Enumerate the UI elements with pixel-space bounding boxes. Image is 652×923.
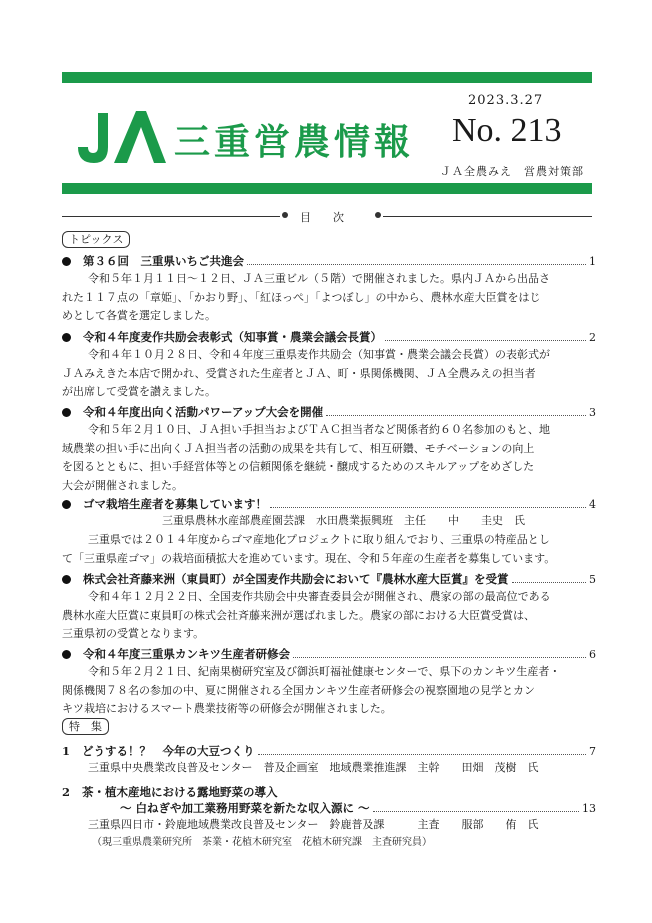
topic-entry-3[interactable]	[62, 404, 596, 495]
organization: ＪＡ全農みえ 営農対策部	[440, 165, 584, 178]
topic-summary: 令和５年２月２１日、紀南果樹研究室及び御浜町福祉健康センターで、県下のカンキツ生産者・ 関係機関７８名の参加の中、夏に開催される全国カンキツ生産者研修会の視察園地の見学とカン キツ栽培におけるスマート農業技術等の研修会が開催されました。	[62, 665, 561, 715]
newsletter-title: 三重営農情報	[174, 122, 415, 163]
page-number: 3	[589, 406, 596, 419]
bullet-icon	[62, 408, 71, 417]
topic-entry-5[interactable]	[62, 571, 596, 644]
top-green-bar	[62, 72, 592, 83]
topic-title: 株式会社斉藤来洲（東員町）が全国麦作共励会において『農林水産大臣賞』を受賞	[83, 572, 509, 586]
issue-number: No. 213	[452, 112, 562, 149]
topic-title: 第３６回 三重県いちご共進会	[83, 254, 244, 268]
special-subtitle: ～ 白ねぎや加工業務用野菜を新たな収入源に ～	[120, 801, 370, 815]
page-number: 2	[589, 331, 596, 344]
bullet-icon	[62, 257, 71, 266]
special-tag: 特 集	[62, 718, 109, 735]
leader-dots	[373, 811, 579, 812]
topics-tag: トピックス	[62, 231, 130, 248]
page-number: 6	[589, 648, 596, 661]
special-title: どうする！？ 今年の大豆つくり	[82, 744, 255, 758]
ja-logo-icon	[74, 105, 166, 165]
leader-dots	[326, 415, 586, 416]
special-title: 茶・植木産地における露地野菜の導入	[82, 785, 278, 799]
topic-summary: 令和５年１月１１日～１２日、ＪＡ三重ビル（５階）で開催されました。県内ＪＡから出品さ れた１１７点の「章姫」、「かおり野」、「紅ほっぺ」「よつぼし」の中から、農林水産大臣賞をはじ めとして各賞を選定しました。	[62, 272, 550, 322]
toc-rule-right	[383, 216, 592, 217]
topic-entry-4[interactable]	[62, 496, 596, 568]
page-number: 5	[589, 573, 596, 586]
topic-title: 令和４年度三重県カンキツ生産者研修会	[83, 647, 290, 661]
leader-dots	[512, 582, 587, 583]
special-entry-2[interactable]	[62, 784, 596, 851]
special-author: 三重県四日市・鈴鹿地域農業改良普及センター 鈴鹿普及課 主査 服部 侑 氏	[88, 818, 539, 831]
topic-summary: 令和５年２月１０日、ＪＡ担い手担当およびＴＡＣ担当者など関係者約６０名参加のもと、地 域農業の担い手に出向くＪＡ担当者の活動の成果を共有して、相互研鑽、モチベーションの向上 を図るとともに、担い手経営体等との信頼関係を継続・醸成するためのスキルアップをめざした 大会が開催されました。	[62, 423, 550, 492]
issue-date: 2023.3.27	[468, 93, 544, 108]
page-number: 13	[582, 802, 596, 815]
bullet-icon	[62, 500, 71, 509]
topic-author: 三重県農林水産部農産園芸課 水田農業振興班 主任 中 圭史 氏	[162, 514, 525, 527]
special-note: （現三重県農業研究所 茶業・花植木研究室 花植木研究課 主査研究員）	[92, 837, 432, 848]
topic-summary: 令和４年１２月２２日、全国麦作共励会中央審査委員会が開催され、農家の部の最高位である 農林水産大臣賞に東員町の株式会社斉藤来洲が選ばれました。農家の部における大臣賞受賞は、 三重県初の受賞となります。	[62, 590, 551, 640]
page-number: 7	[589, 745, 596, 758]
special-number: 1	[62, 744, 71, 758]
topic-summary: 三重県では２０１４年度からゴマ産地化プロジェクトに取り組んでおり、三重県の特産品とし て「三重県産ゴマ」の栽培面積拡大を進めています。現在、令和５年産の生産者を募集しています。	[62, 533, 556, 565]
special-number: 2	[62, 785, 71, 799]
leader-dots	[258, 754, 587, 755]
leader-dots	[293, 657, 586, 658]
topic-summary: 令和４年１０月２８日、令和４年度三重県麦作共励会（知事賞・農業会議会長賞）の表彰式が ＪＡみえきた本店で開かれ、受賞された生産者とＪＡ、町・県関係機関、ＪＡ全農みえの担当者 が出席して受賞を讃えました。	[62, 348, 550, 398]
topic-title: ゴマ栽培生産者を募集しています！	[83, 497, 267, 511]
leader-dots	[385, 340, 586, 341]
leader-dots	[270, 507, 586, 508]
bottom-green-bar	[62, 183, 592, 194]
toc-rule-left	[62, 216, 280, 217]
bullet-icon	[62, 333, 71, 342]
bullet-icon	[62, 650, 71, 659]
special-author: 三重県中央農業改良普及センター 普及企画室 地域農業推進課 主幹 田畑 茂樹 氏	[88, 761, 539, 774]
page-number: 4	[589, 498, 596, 511]
topic-title: 令和４年度麦作共励会表彰式（知事賞・農業会議会長賞）	[83, 330, 382, 344]
bullet-icon	[62, 575, 71, 584]
page-number: 1	[589, 255, 596, 268]
toc-dot-right	[375, 212, 381, 218]
toc-dot-left	[282, 212, 288, 218]
toc-label: 目 次	[296, 209, 348, 225]
toc-heading	[62, 209, 592, 223]
topic-entry-1[interactable]	[62, 253, 596, 326]
topic-title: 令和４年度出向く活動パワーアップ大会を開催	[83, 405, 324, 419]
topic-entry-2[interactable]	[62, 329, 596, 402]
special-entry-1[interactable]	[62, 743, 596, 777]
topic-entry-6[interactable]	[62, 646, 596, 719]
leader-dots	[247, 264, 586, 265]
